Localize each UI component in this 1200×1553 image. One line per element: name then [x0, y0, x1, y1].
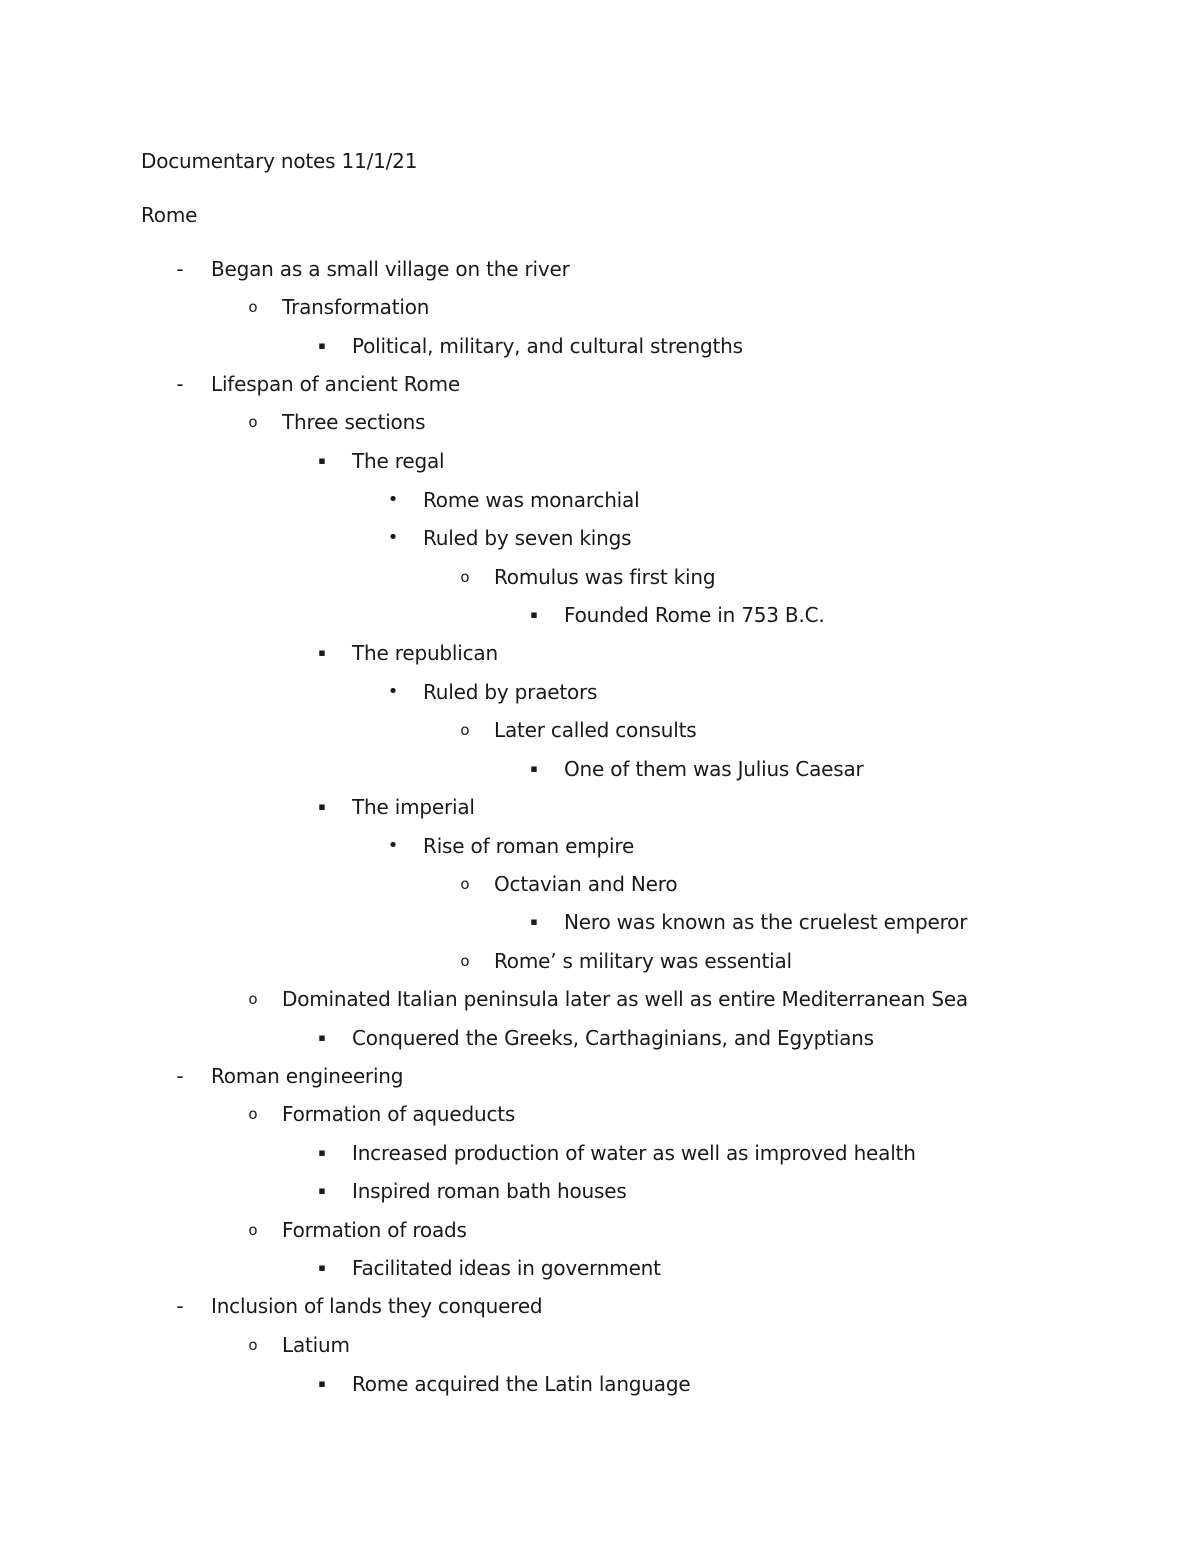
list-bullet: ▪: [318, 454, 326, 467]
list-item: Political, military, and cultural strengths: [352, 334, 743, 358]
list-bullet: o: [248, 298, 258, 316]
list-item: Roman engineering: [211, 1064, 404, 1088]
list-bullet: ▪: [530, 608, 538, 621]
list-item: Romulus was first king: [494, 565, 716, 589]
list-bullet: •: [387, 835, 399, 856]
list-item: The republican: [352, 641, 498, 665]
list-item: Three sections: [282, 410, 426, 434]
list-bullet: ▪: [318, 800, 326, 813]
list-item: Inclusion of lands they conquered: [211, 1294, 543, 1318]
list-item: Rome’ s military was essential: [494, 949, 792, 973]
list-bullet: •: [387, 489, 399, 510]
list-bullet: ▪: [318, 1146, 326, 1159]
list-bullet: o: [460, 952, 470, 970]
list-item: Facilitated ideas in government: [352, 1256, 661, 1280]
list-bullet: o: [248, 1336, 258, 1354]
list-bullet: ▪: [318, 646, 326, 659]
list-bullet: o: [460, 875, 470, 893]
list-bullet: ▪: [318, 1184, 326, 1197]
list-item: The imperial: [352, 795, 475, 819]
list-item: The regal: [352, 449, 445, 473]
list-item: Formation of aqueducts: [282, 1102, 516, 1126]
list-item: Rome acquired the Latin language: [352, 1372, 691, 1396]
list-item: Dominated Italian peninsula later as well as entire Mediterranean Sea: [282, 987, 968, 1011]
list-bullet: o: [248, 990, 258, 1008]
list-bullet: -: [176, 1294, 184, 1318]
list-item: Later called consults: [494, 718, 697, 742]
list-bullet: ▪: [318, 1377, 326, 1390]
list-item: Formation of roads: [282, 1218, 467, 1242]
list-bullet: ▪: [530, 915, 538, 928]
list-bullet: -: [176, 372, 184, 396]
list-bullet: o: [248, 1221, 258, 1239]
section-heading: Rome: [141, 203, 198, 227]
list-bullet: o: [248, 413, 258, 431]
list-item: Conquered the Greeks, Carthaginians, and Egyptians: [352, 1026, 874, 1050]
list-item: Nero was known as the cruelest emperor: [564, 910, 968, 934]
document-title: Documentary notes 11/1/21: [141, 149, 418, 173]
list-item: Rome was monarchial: [423, 488, 640, 512]
list-item: Increased production of water as well as improved health: [352, 1141, 916, 1165]
list-item: Latium: [282, 1333, 350, 1357]
list-bullet: -: [176, 1064, 184, 1088]
list-item: Lifespan of ancient Rome: [211, 372, 460, 396]
list-item: Inspired roman bath houses: [352, 1179, 627, 1203]
list-item: Transformation: [282, 295, 430, 319]
list-bullet: -: [176, 257, 184, 281]
list-bullet: ▪: [530, 762, 538, 775]
list-item: Ruled by praetors: [423, 680, 598, 704]
list-item: Ruled by seven kings: [423, 526, 632, 550]
list-bullet: o: [248, 1105, 258, 1123]
list-bullet: o: [460, 568, 470, 586]
list-bullet: o: [460, 721, 470, 739]
list-item: Founded Rome in 753 B.C.: [564, 603, 825, 627]
list-bullet: ▪: [318, 339, 326, 352]
list-bullet: •: [387, 527, 399, 548]
list-item: Began as a small village on the river: [211, 257, 570, 281]
list-item: Octavian and Nero: [494, 872, 678, 896]
list-item: Rise of roman empire: [423, 834, 635, 858]
list-bullet: •: [387, 681, 399, 702]
list-bullet: ▪: [318, 1261, 326, 1274]
list-item: One of them was Julius Caesar: [564, 757, 864, 781]
list-bullet: ▪: [318, 1031, 326, 1044]
